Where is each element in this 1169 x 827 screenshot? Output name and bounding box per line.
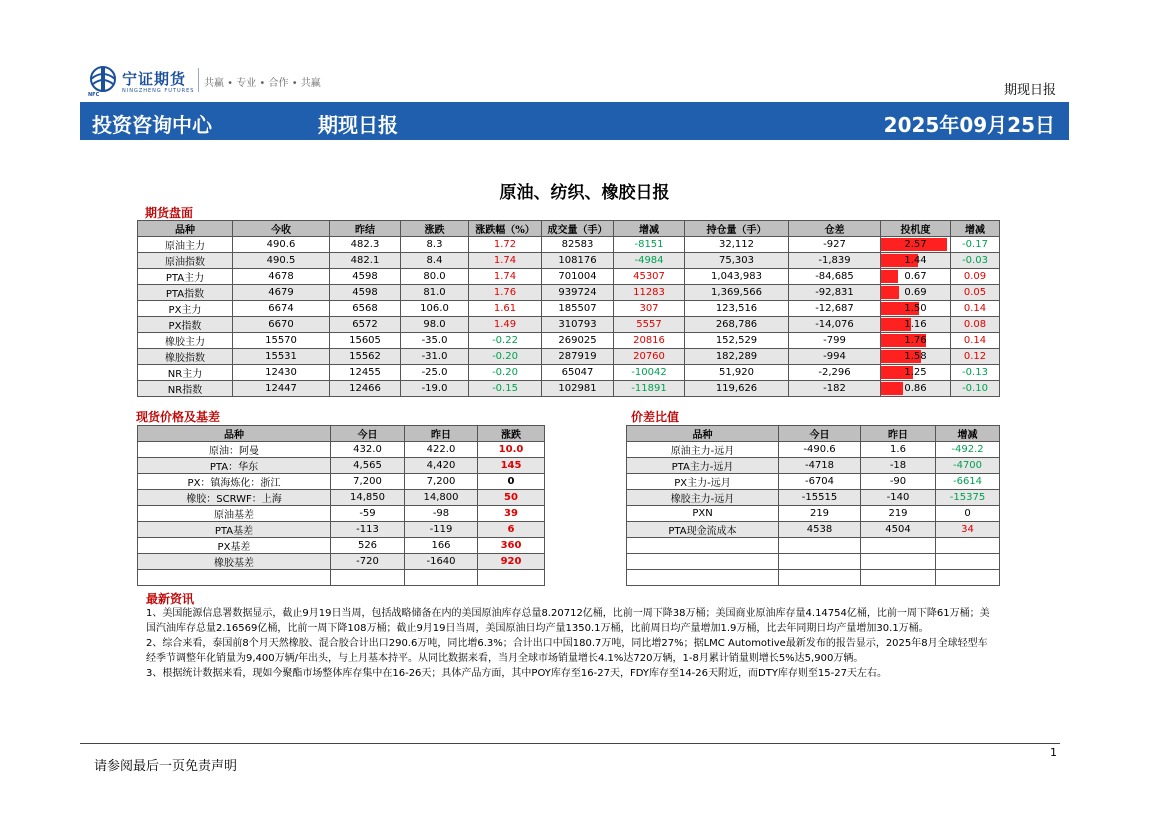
futures-volume: 102981	[542, 381, 614, 397]
futures-row	[138, 349, 1000, 365]
spot-yesterday: -1640	[405, 554, 478, 570]
futures-change-pct: -0.15	[469, 381, 542, 397]
futures-column-header: 增减	[951, 221, 1000, 237]
spread-name: PXN	[627, 506, 779, 522]
futures-column-header: 仓差	[789, 221, 881, 237]
futures-oi-change: -182	[789, 381, 881, 397]
futures-prev-settle: 15605	[330, 333, 401, 349]
futures-row	[138, 333, 1000, 349]
futures-volume-change: -4984	[614, 253, 685, 269]
futures-spec-change: 0.14	[951, 301, 1000, 317]
spread-blank-cell	[779, 570, 861, 586]
futures-row	[138, 285, 1000, 301]
futures-name: 橡胶主力	[138, 333, 233, 349]
document-title: 原油、纺织、橡胶日报	[499, 183, 670, 203]
futures-volume-change: -10042	[614, 365, 685, 381]
disclaimer-link[interactable]: 请参阅最后一页免责声明	[94, 759, 238, 774]
futures-change-pct: 1.72	[469, 237, 542, 253]
futures-open-interest: 119,626	[685, 381, 789, 397]
futures-open-interest: 123,516	[685, 301, 789, 317]
futures-prev-settle: 6568	[330, 301, 401, 317]
futures-speculation	[881, 285, 951, 301]
futures-volume: 287919	[542, 349, 614, 365]
logo-divider	[198, 68, 199, 92]
spot-yesterday: 166	[405, 538, 478, 554]
futures-prev-settle: 15562	[330, 349, 401, 365]
futures-speculation	[881, 237, 951, 253]
futures-oi-change: -799	[789, 333, 881, 349]
logo-text-en: NINGZHENG FUTURES	[122, 88, 195, 94]
spot-today: -59	[331, 506, 405, 522]
spread-name: 橡胶主力-远月	[627, 490, 779, 506]
spot-change: 10.0	[478, 442, 545, 458]
futures-spec-change: 0.08	[951, 317, 1000, 333]
spot-change: 6	[478, 522, 545, 538]
futures-oi-change: -84,685	[789, 269, 881, 285]
spot-today: 4,565	[331, 458, 405, 474]
spread-column-header: 今日	[779, 426, 861, 442]
spot-yesterday: -98	[405, 506, 478, 522]
spread-yesterday: -90	[861, 474, 936, 490]
futures-open-interest: 152,529	[685, 333, 789, 349]
logo-text-cn: 宁证期货	[122, 70, 187, 88]
spread-yesterday: 219	[861, 506, 936, 522]
spread-blank-cell	[779, 554, 861, 570]
futures-section-title: 期货盘面	[145, 206, 194, 220]
futures-volume: 269025	[542, 333, 614, 349]
futures-row	[138, 301, 1000, 317]
spot-row	[138, 474, 545, 490]
report-type-label: 期现日报	[1003, 83, 1056, 98]
spread-name: PTA主力-远月	[627, 458, 779, 474]
banner-report-title: 期现日报	[318, 113, 398, 137]
futures-volume: 65047	[542, 365, 614, 381]
spread-row	[627, 506, 1000, 522]
futures-change: 81.0	[401, 285, 469, 301]
news-list	[146, 606, 991, 681]
futures-change: -31.0	[401, 349, 469, 365]
futures-column-header: 增减	[614, 221, 685, 237]
spot-change: 920	[478, 554, 545, 570]
futures-column-header: 成交量（手）	[542, 221, 614, 237]
futures-name: PTA指数	[138, 285, 233, 301]
futures-close: 12430	[233, 365, 330, 381]
spot-today: 7,200	[331, 474, 405, 490]
spread-table	[626, 425, 1000, 586]
department-name: 投资咨询中心	[92, 113, 212, 137]
spot-row	[138, 458, 545, 474]
spread-blank-cell	[861, 554, 936, 570]
spread-row	[627, 474, 1000, 490]
futures-speculation	[881, 365, 951, 381]
futures-close: 490.5	[233, 253, 330, 269]
futures-volume: 310793	[542, 317, 614, 333]
logo-slogan: 共赢 • 专业 • 合作 • 共赢	[204, 78, 321, 89]
futures-change-pct: 1.74	[469, 269, 542, 285]
spread-change: 34	[936, 522, 1000, 538]
futures-prev-settle: 12455	[330, 365, 401, 381]
futures-column-header: 昨结	[330, 221, 401, 237]
footer-divider	[80, 743, 1060, 744]
futures-oi-change: -12,687	[789, 301, 881, 317]
spot-change: 145	[478, 458, 545, 474]
news-item: 2、综合来看，泰国前8个月天然橡胶、混合胶合计出口290.6万吨，同比增6.3%；合计出口中国180.7万吨，同比增27%；据LMC Automotive最新发布的报告显示，2025年8月全球轻型车经季节调整年化销量为9,400万辆/年出头，与上月基本持平。从同比数据来看，当月全球市场销量增长4.1%达720万辆，1-8月累计销量则增长5%达5,900万辆。	[146, 638, 988, 664]
spread-name: PTA现金流成本	[627, 522, 779, 538]
spread-blank-cell	[779, 538, 861, 554]
futures-speculation	[881, 253, 951, 269]
spot-today: 526	[331, 538, 405, 554]
futures-oi-change: -14,076	[789, 317, 881, 333]
spread-blank-cell	[936, 538, 1000, 554]
spread-blank-cell	[936, 554, 1000, 570]
futures-column-header: 投机度	[881, 221, 951, 237]
spot-change: 50	[478, 490, 545, 506]
futures-speculation	[881, 349, 951, 365]
futures-change-pct: -0.20	[469, 365, 542, 381]
futures-row	[138, 269, 1000, 285]
logo-abbr: NFC	[88, 92, 100, 98]
futures-oi-change: -2,296	[789, 365, 881, 381]
futures-prev-settle: 4598	[330, 269, 401, 285]
spot-yesterday: -119	[405, 522, 478, 538]
spread-change: -15375	[936, 490, 1000, 506]
futures-close: 6670	[233, 317, 330, 333]
spot-row	[138, 554, 545, 570]
futures-speculation	[881, 381, 951, 397]
futures-change: 80.0	[401, 269, 469, 285]
spot-today: 14,850	[331, 490, 405, 506]
spot-table	[137, 425, 545, 586]
speculation-value: 0.67	[904, 271, 927, 282]
futures-volume-change: 45307	[614, 269, 685, 285]
spot-blank-cell	[331, 570, 405, 586]
futures-spec-change: 0.14	[951, 333, 1000, 349]
futures-column-header: 品种	[138, 221, 233, 237]
spot-row	[138, 442, 545, 458]
spot-today: -720	[331, 554, 405, 570]
futures-volume: 701004	[542, 269, 614, 285]
spread-section-title: 价差比值	[631, 410, 680, 424]
spread-row	[627, 490, 1000, 506]
speculation-bar	[881, 286, 899, 299]
futures-volume-change: -11891	[614, 381, 685, 397]
spot-yesterday: 422.0	[405, 442, 478, 458]
spread-today: -6704	[779, 474, 861, 490]
futures-open-interest: 1,043,983	[685, 269, 789, 285]
spread-today: -4718	[779, 458, 861, 474]
spot-name: PTA基差	[138, 522, 331, 538]
spot-yesterday: 14,800	[405, 490, 478, 506]
futures-row	[138, 253, 1000, 269]
futures-name: PX主力	[138, 301, 233, 317]
spread-today: 219	[779, 506, 861, 522]
futures-change-pct: 1.49	[469, 317, 542, 333]
futures-volume-change: 11283	[614, 285, 685, 301]
futures-close: 4679	[233, 285, 330, 301]
futures-change-pct: 1.61	[469, 301, 542, 317]
spot-yesterday: 7,200	[405, 474, 478, 490]
spread-blank-cell	[861, 570, 936, 586]
spread-change: 0	[936, 506, 1000, 522]
futures-change: 8.3	[401, 237, 469, 253]
spot-row	[138, 522, 545, 538]
futures-name: 橡胶指数	[138, 349, 233, 365]
spot-change: 360	[478, 538, 545, 554]
spot-name: PX：镇海炼化：浙江	[138, 474, 331, 490]
futures-name: PTA主力	[138, 269, 233, 285]
futures-speculation	[881, 269, 951, 285]
spread-name: PX主力-远月	[627, 474, 779, 490]
spread-yesterday: -140	[861, 490, 936, 506]
futures-change: -19.0	[401, 381, 469, 397]
futures-oi-change: -1,839	[789, 253, 881, 269]
spot-name: 原油基差	[138, 506, 331, 522]
company-logo	[86, 64, 406, 98]
spot-blank-row	[138, 570, 545, 586]
futures-volume-change: 307	[614, 301, 685, 317]
futures-row	[138, 237, 1000, 253]
spread-yesterday: -18	[861, 458, 936, 474]
futures-spec-change: -0.13	[951, 365, 1000, 381]
futures-change-pct: -0.20	[469, 349, 542, 365]
spot-blank-cell	[405, 570, 478, 586]
futures-volume-change: 5557	[614, 317, 685, 333]
futures-volume: 185507	[542, 301, 614, 317]
futures-open-interest: 268,786	[685, 317, 789, 333]
spread-blank-cell	[627, 538, 779, 554]
futures-close: 15570	[233, 333, 330, 349]
futures-name: 原油主力	[138, 237, 233, 253]
speculation-value: 0.86	[904, 383, 927, 394]
speculation-bar	[881, 382, 903, 395]
futures-speculation	[881, 333, 951, 349]
spread-yesterday: 1.6	[861, 442, 936, 458]
futures-open-interest: 1,369,566	[685, 285, 789, 301]
futures-spec-change: 0.09	[951, 269, 1000, 285]
futures-spec-change: 0.12	[951, 349, 1000, 365]
spread-row	[627, 458, 1000, 474]
futures-change-pct: -0.22	[469, 333, 542, 349]
futures-name: PX指数	[138, 317, 233, 333]
futures-name: NR主力	[138, 365, 233, 381]
futures-change: 8.4	[401, 253, 469, 269]
spot-column-header: 昨日	[405, 426, 478, 442]
spread-today: -490.6	[779, 442, 861, 458]
futures-column-header: 持仓量（手）	[685, 221, 789, 237]
futures-volume-change: 20760	[614, 349, 685, 365]
futures-prev-settle: 4598	[330, 285, 401, 301]
futures-column-header: 涨跌	[401, 221, 469, 237]
futures-column-header: 涨跌幅（%）	[469, 221, 542, 237]
spot-name: PTA：华东	[138, 458, 331, 474]
news-item: 1、美国能源信息署数据显示，截止9月19日当周，包括战略储备在内的美国原油库存总量8.20712亿桶，比前一周下降38万桶；美国商业原油库存量4.14754亿桶，比前一周下降61万桶；美国汽油库存总量2.16569亿桶，比前一周下降108万桶；截止9月19日当周，美国原油日均产量1350.1万桶，比前周日均产量增加1.9万桶，比去年同期日均产量增加30.1万桶。	[146, 608, 990, 634]
spread-blank-row	[627, 538, 1000, 554]
spread-today: -15515	[779, 490, 861, 506]
spread-column-header: 增减	[936, 426, 1000, 442]
speculation-value: 2.57	[904, 239, 927, 250]
spot-blank-cell	[478, 570, 545, 586]
futures-close: 4678	[233, 269, 330, 285]
futures-spec-change: -0.03	[951, 253, 1000, 269]
spot-section-title: 现货价格及基差	[136, 410, 221, 424]
futures-row	[138, 365, 1000, 381]
news-item: 3、根据统计数据来看，现如今聚酯市场整体库存集中在16-26天；具体产品方面，其中POY库存至16-27天，FDY库存至14-26天附近，而DTY库存则至15-27天左右。	[146, 668, 887, 679]
spot-row	[138, 538, 545, 554]
spread-change: -492.2	[936, 442, 1000, 458]
futures-change: 98.0	[401, 317, 469, 333]
spread-row	[627, 442, 1000, 458]
futures-oi-change: -92,831	[789, 285, 881, 301]
futures-header-row	[138, 221, 1000, 237]
futures-spec-change: 0.05	[951, 285, 1000, 301]
spot-column-header: 今日	[331, 426, 405, 442]
spread-change: -6614	[936, 474, 1000, 490]
speculation-value: 1.16	[904, 319, 927, 330]
futures-volume-change: 20816	[614, 333, 685, 349]
report-date: 2025年09月25日	[883, 113, 1055, 137]
futures-table	[137, 220, 1000, 397]
futures-change-pct: 1.76	[469, 285, 542, 301]
spot-today: 432.0	[331, 442, 405, 458]
spread-blank-cell	[936, 570, 1000, 586]
futures-prev-settle: 482.1	[330, 253, 401, 269]
spot-header-row	[138, 426, 545, 442]
futures-open-interest: 182,289	[685, 349, 789, 365]
spot-today: -113	[331, 522, 405, 538]
futures-close: 15531	[233, 349, 330, 365]
speculation-value: 1.50	[904, 303, 927, 314]
futures-volume: 108176	[542, 253, 614, 269]
speculation-value: 1.25	[904, 367, 927, 378]
futures-name: NR指数	[138, 381, 233, 397]
futures-speculation	[881, 301, 951, 317]
futures-change: -35.0	[401, 333, 469, 349]
spot-column-header: 品种	[138, 426, 331, 442]
spot-blank-cell	[138, 570, 331, 586]
spread-blank-row	[627, 554, 1000, 570]
speculation-value: 1.44	[904, 255, 927, 266]
futures-volume: 82583	[542, 237, 614, 253]
futures-prev-settle: 482.3	[330, 237, 401, 253]
spread-column-header: 昨日	[861, 426, 936, 442]
futures-change: -25.0	[401, 365, 469, 381]
page-number: 1	[1050, 746, 1057, 759]
spread-change: -4700	[936, 458, 1000, 474]
futures-row	[138, 317, 1000, 333]
spread-blank-cell	[627, 570, 779, 586]
speculation-value: 0.69	[904, 287, 927, 298]
futures-prev-settle: 12466	[330, 381, 401, 397]
futures-prev-settle: 6572	[330, 317, 401, 333]
spread-yesterday: 4504	[861, 522, 936, 538]
futures-change: 106.0	[401, 301, 469, 317]
spread-blank-row	[627, 570, 1000, 586]
futures-oi-change: -994	[789, 349, 881, 365]
futures-close: 490.6	[233, 237, 330, 253]
futures-volume: 939724	[542, 285, 614, 301]
speculation-value: 1.58	[904, 351, 927, 362]
spot-name: 橡胶基差	[138, 554, 331, 570]
spot-column-header: 涨跌	[478, 426, 545, 442]
title-banner	[80, 102, 1069, 140]
futures-row	[138, 381, 1000, 397]
futures-volume-change: -8151	[614, 237, 685, 253]
spread-column-header: 品种	[627, 426, 779, 442]
spot-name: PX基差	[138, 538, 331, 554]
futures-name: 原油指数	[138, 253, 233, 269]
speculation-value: 1.76	[904, 335, 927, 346]
futures-close: 6674	[233, 301, 330, 317]
spread-name: 原油主力-远月	[627, 442, 779, 458]
spot-change: 39	[478, 506, 545, 522]
speculation-bar	[881, 270, 898, 283]
spread-blank-cell	[627, 554, 779, 570]
spot-yesterday: 4,420	[405, 458, 478, 474]
futures-open-interest: 32,112	[685, 237, 789, 253]
futures-change-pct: 1.74	[469, 253, 542, 269]
futures-column-header: 今收	[233, 221, 330, 237]
spread-header-row	[627, 426, 1000, 442]
futures-open-interest: 75,303	[685, 253, 789, 269]
spread-row	[627, 522, 1000, 538]
spread-blank-cell	[861, 538, 936, 554]
futures-open-interest: 51,920	[685, 365, 789, 381]
spot-name: 橡胶：SCRWF：上海	[138, 490, 331, 506]
futures-speculation	[881, 317, 951, 333]
spot-change: 0	[478, 474, 545, 490]
spot-name: 原油：阿曼	[138, 442, 331, 458]
futures-spec-change: -0.10	[951, 381, 1000, 397]
spread-today: 4538	[779, 522, 861, 538]
spot-row	[138, 506, 545, 522]
futures-spec-change: -0.17	[951, 237, 1000, 253]
futures-close: 12447	[233, 381, 330, 397]
news-section-title: 最新资讯	[146, 592, 195, 606]
spot-row	[138, 490, 545, 506]
futures-oi-change: -927	[789, 237, 881, 253]
